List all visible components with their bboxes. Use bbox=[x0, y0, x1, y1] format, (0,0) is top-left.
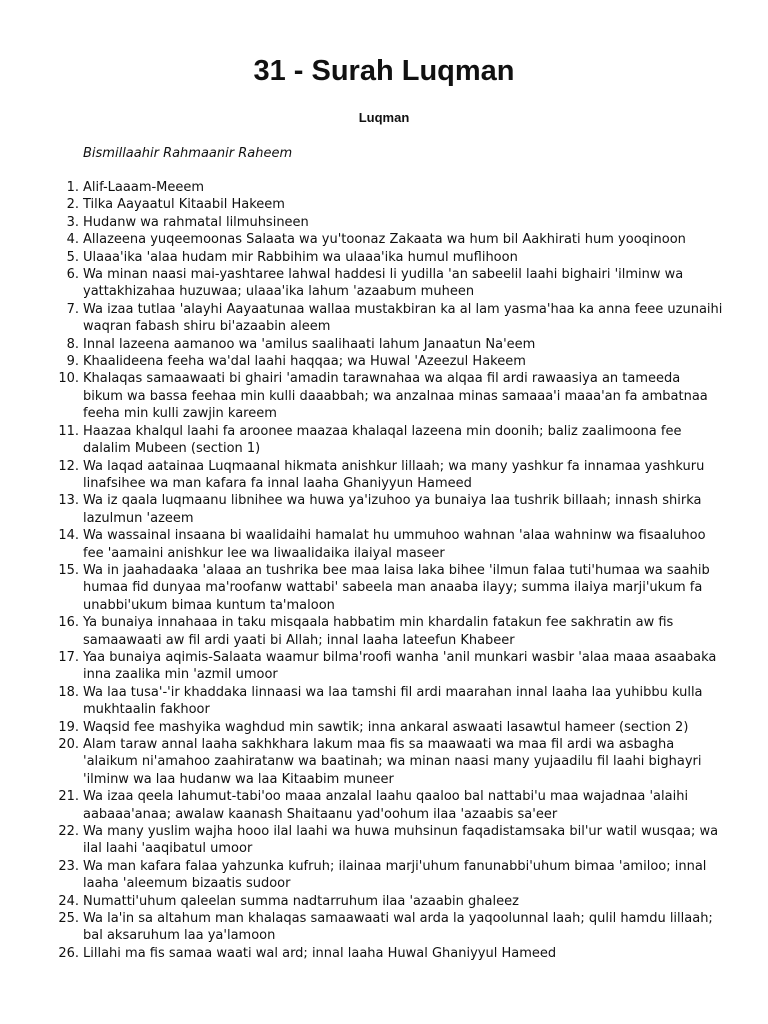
verse-item bbox=[66, 249, 723, 266]
verse-item bbox=[66, 266, 723, 301]
verse-number: 9. bbox=[66, 354, 79, 370]
verse-number: 14. bbox=[58, 528, 79, 544]
verse-number: 24. bbox=[58, 893, 79, 909]
verse-number: 23. bbox=[58, 858, 79, 874]
verse-number: 10. bbox=[58, 371, 79, 387]
verse-item bbox=[66, 336, 723, 353]
verse-text: Numatti'uhum qaleelan summa nadtarruhum ilaa 'azaabin ghaleez bbox=[83, 893, 519, 909]
verse-item bbox=[58, 858, 723, 893]
verse-item bbox=[58, 945, 723, 962]
verse-text: Wa laa tusa'-'ir khaddaka linnaasi wa laa tamshi fil ardi maarahan innal laaha laa yuhibbu kulla mukhtaalin fakhoor bbox=[83, 684, 703, 718]
verse-number: 7. bbox=[66, 301, 79, 317]
verse-item bbox=[58, 788, 723, 823]
verse-item bbox=[66, 196, 723, 213]
verse-item bbox=[66, 353, 723, 370]
verse-text: Khalaqas samaawaati bi ghairi 'amadin tarawnahaa wa alqaa fil ardi rawaasiya an tameeda bikum wa bassa feehaa min kulli daaabbah; wa anzalnaa minas samaaa'i maaa'an fa ambatnaa feeha min kulli zawjin kareem bbox=[83, 371, 708, 422]
verse-number: 6. bbox=[66, 267, 79, 283]
verse-text: Waqsid fee mashyika waghdud min sawtik; inna ankaral aswaati lasawtul hameer (section 2) bbox=[83, 719, 689, 735]
verse-item bbox=[58, 823, 723, 858]
verse-item bbox=[66, 214, 723, 231]
verse-text: Wa izaa tutlaa 'alayhi Aayaatunaa wallaa mustakbiran ka al lam yasma'haa ka anna feee uzunaihi waqran fabash shiru bi'azaabin aleem bbox=[83, 301, 723, 335]
surah-subtitle: Luqman bbox=[358, 110, 410, 125]
verse-list bbox=[58, 179, 723, 962]
verse-number: 26. bbox=[58, 945, 79, 961]
verse-text: Wa izaa qeela lahumut-tabi'oo maaa anzalal laahu qaaloo bal nattabi'u maa wajadnaa 'alaihi aabaaa'anaa; awalaw kaanash Shaitaanu yad'oohum ilaa 'azaabis sa'eer bbox=[83, 789, 689, 822]
verse-item bbox=[58, 423, 723, 458]
verse-number: 12. bbox=[58, 458, 79, 474]
verse-text: Wa la'in sa altahum man khalaqas samaawaati wal arda la yaqoolunnal laah; qulil hamdu lillaah; bal aksaruhum laa ya'lamoon bbox=[83, 911, 713, 944]
verse-item bbox=[58, 893, 723, 910]
verse-text: Tilka Aayaatul Kitaabil Hakeem bbox=[83, 197, 285, 213]
verse-item bbox=[58, 562, 723, 614]
verse-number: 1. bbox=[66, 180, 79, 195]
verse-number: 20. bbox=[58, 737, 79, 752]
verse-text: Alam taraw annal laaha sakhkhara lakum maa fis sa maawaati wa maa fil ardi wa asbagha 'alaikum ni'amahoo zaahiratanw wa baatinah; wa minan naasi many yujaadilu fil laahi bighayri 'ilminw wa laa hudanw wa laa Kitaabim muneer bbox=[83, 737, 702, 787]
verse-number: 18. bbox=[58, 684, 79, 700]
verse-text: Allazeena yuqeemoonas Salaata wa yu'toonaz Zakaata wa hum bil Aakhirati hum yooqinoon bbox=[83, 232, 686, 248]
verse-item bbox=[58, 736, 723, 788]
verse-number: 8. bbox=[66, 336, 79, 352]
verse-item bbox=[58, 719, 723, 736]
verse-text: Alif-Laaam-Meeem bbox=[83, 180, 205, 195]
verse-text: Ulaaa'ika 'alaa hudam mir Rabbihim wa ulaaa'ika humul muflihoon bbox=[83, 249, 518, 265]
verse-item bbox=[58, 527, 723, 562]
verse-item bbox=[66, 301, 723, 336]
verse-number: 2. bbox=[66, 197, 79, 213]
verse-text: Ya bunaiya innahaaa in taku misqaala habbatim min khardalin fatakun fee sakhratin aw fis samaawaati aw fil ardi yaati bi Allah; innal laaha lateefun Khabeer bbox=[83, 615, 674, 648]
verse-text: Yaa bunaiya aqimis-Salaata waamur bilma'roofi wanha 'anil munkari wasbir 'alaa maaa asaabaka inna zaalika min 'azmil umoor bbox=[83, 649, 717, 683]
verse-number: 19. bbox=[58, 719, 79, 735]
bismillah-line: Bismillaahir Rahmaanir Raheem bbox=[83, 146, 293, 161]
verse-text: Wa man kafara falaa yahzunka kufruh; ilainaa marji'uhum fanunabbi'uhum bimaa 'amiloo; innal laaha 'aleemum bizaatis sudoor bbox=[83, 858, 707, 892]
verse-item bbox=[58, 649, 723, 684]
verse-item bbox=[58, 910, 723, 945]
verse-text: Wa minan naasi mai-yashtaree lahwal haddesi li yudilla 'an sabeelil laahi bighairi 'ilminw wa yattakhizahaa huzuwaa; ulaaa'ika lahum 'azaabum muheen bbox=[83, 267, 684, 300]
verse-text: Wa in jaahadaaka 'alaaa an tushrika bee maa laisa laka bihee 'ilmun falaa tuti'humaa wa saahib humaa fid dunyaa ma'roofanw wattabi' sabeela man anaaba ilayy; summa ilaiya marji'ukum fa unabbi'ukum bimaa kuntum ta'maloon bbox=[83, 562, 710, 613]
verse-item bbox=[66, 231, 723, 248]
verse-item bbox=[58, 684, 723, 719]
verse-text: Hudanw wa rahmatal lilmuhsineen bbox=[83, 214, 309, 230]
page-title: 31 - Surah Luqman bbox=[253, 55, 515, 87]
verse-item bbox=[66, 179, 723, 196]
verse-text: Wa wassainal insaana bi waalidaihi hamalat hu ummuhoo wahnan 'alaa wahninw wa fisaaluhoo fee 'aamaini anishkur lee wa liwaalidaika ilaiyal maseer bbox=[83, 528, 706, 561]
verse-number: 13. bbox=[58, 493, 79, 509]
verse-item bbox=[58, 614, 723, 649]
verse-text: Innal lazeena aamanoo wa 'amilus saalihaati lahum Janaatun Na'eem bbox=[83, 336, 536, 352]
verse-item bbox=[58, 492, 723, 527]
verse-text: Khaalideena feeha wa'dal laahi haqqaa; wa Huwal 'Azeezul Hakeem bbox=[83, 354, 526, 370]
verse-number: 21. bbox=[58, 789, 79, 805]
verse-number: 22. bbox=[58, 824, 79, 840]
verse-number: 15. bbox=[58, 562, 79, 578]
verse-number: 16. bbox=[58, 615, 79, 631]
verse-number: 5. bbox=[66, 249, 79, 265]
verse-item bbox=[58, 370, 723, 422]
verse-number: 4. bbox=[66, 232, 79, 248]
verse-number: 11. bbox=[58, 423, 79, 439]
verse-number: 3. bbox=[66, 214, 79, 230]
verse-number: 25. bbox=[58, 911, 79, 927]
verse-item bbox=[58, 458, 723, 493]
verse-text: Lillahi ma fis samaa waati wal ard; innal laaha Huwal Ghaniyyul Hameed bbox=[83, 945, 557, 961]
verse-text: Haazaa khalqul laahi fa aroonee maazaa khalaqal lazeena min doonih; baliz zaalimoona fee dalalim Mubeen (section 1) bbox=[83, 423, 682, 457]
verse-number: 17. bbox=[58, 649, 79, 665]
verse-text: Wa many yuslim wajha hooo ilal laahi wa huwa muhsinun faqadistamsaka bil'ur watil wusqaa; wa ilal laahi 'aaqibatul umoor bbox=[83, 824, 719, 857]
verse-text: Wa iz qaala luqmaanu libnihee wa huwa ya'izuhoo ya bunaiya laa tushrik billaah; innash shirka lazulmun 'azeem bbox=[83, 493, 702, 526]
verse-text: Wa laqad aatainaa Luqmaanal hikmata anishkur lillaah; wa many yashkur fa innamaa yashkuru linafsihee wa man kafara fa innal laaha Ghaniyyun Hameed bbox=[83, 458, 705, 491]
